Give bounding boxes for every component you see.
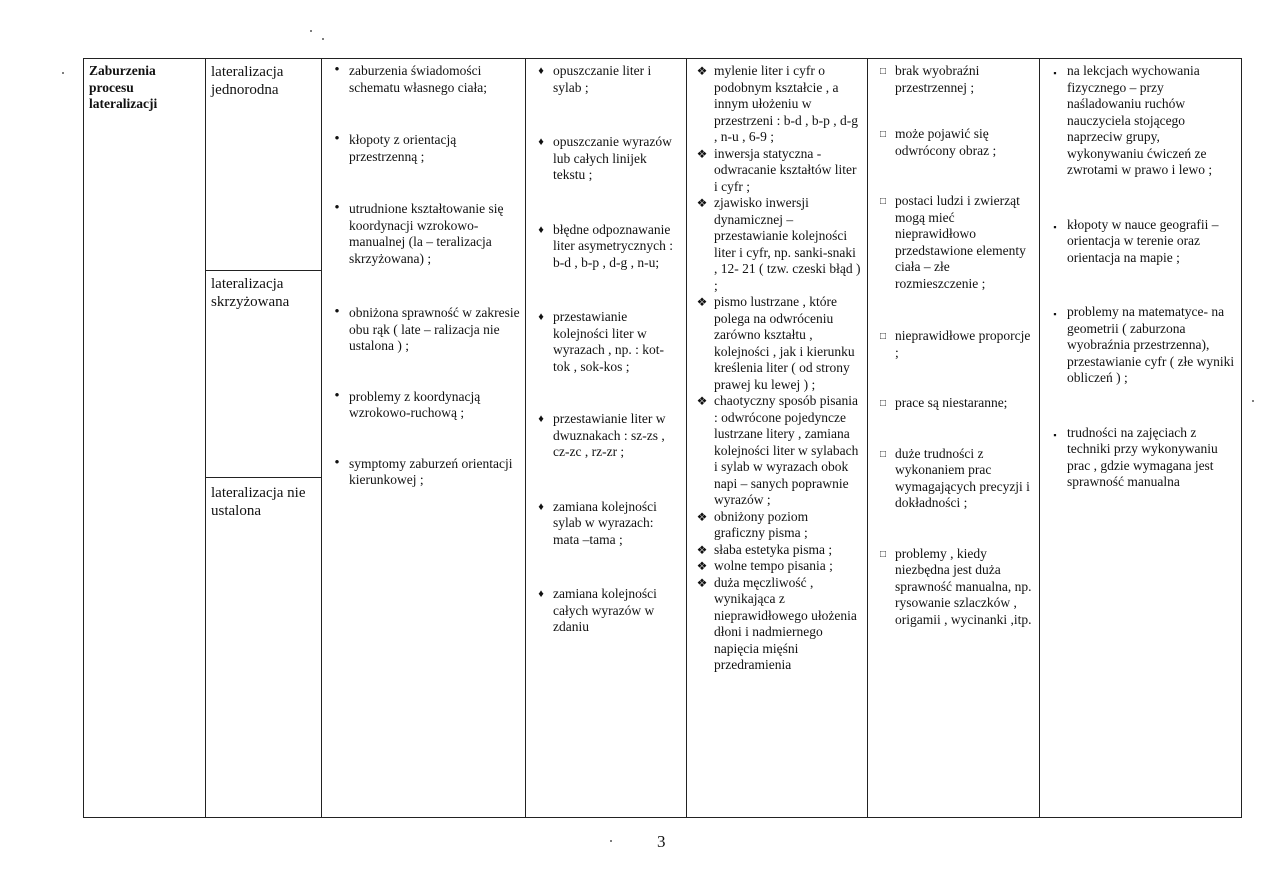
writing-errors-list <box>692 63 862 674</box>
list-item: ❖ obniżony poziom graficzny pisma ; <box>692 509 862 542</box>
scan-speck <box>610 840 612 842</box>
list-item: • symptomy zaburzeń orientacji kierunkowej ; <box>327 456 520 489</box>
scan-speck <box>1252 400 1254 402</box>
list-item: ♦ przestawianie liter w dwuznakach : sz-zs , cz-zc , rz-zr ; <box>531 411 681 461</box>
ornament-bullet-icon: ❖ <box>696 295 708 309</box>
list-item: □ problemy , kiedy niezbędna jest duża sprawność manualna, np. rysowanie szlaczków , origamii , wycinanki ,itp. <box>873 546 1034 629</box>
diamond-bullet-icon: ♦ <box>538 311 544 323</box>
list-item: • problemy z koordynacją wzrokowo-ruchową ; <box>327 389 520 422</box>
small-square-bullet-icon: ▪ <box>1053 68 1057 78</box>
lateralization-type-unestablished: lateralizacja nie ustalona <box>211 485 306 519</box>
small-square-bullet-icon: ▪ <box>1053 429 1057 440</box>
list-item: ♦ opuszczanie liter i sylab ; <box>531 63 681 96</box>
ornament-bullet-icon: ❖ <box>696 146 708 161</box>
ornament-bullet-icon: ❖ <box>696 196 708 210</box>
disorder-heading: Zaburzenia procesu lateralizacji <box>89 63 158 111</box>
drawing-errors-column <box>868 59 1040 818</box>
list-item: □ postaci ludzi i zwierząt mogą mieć nieprawidłowo przedstawione elementy ciała – złe rozmieszczenie ; <box>873 193 1034 292</box>
drawing-errors-list <box>873 63 1034 628</box>
list-item: ❖ inwersja statyczna - odwracanie kształtów liter i cyfr ; <box>692 146 862 196</box>
heading-cell <box>84 59 206 818</box>
list-item: ▪ kłopoty w nauce geografii – orientacja w terenie oraz orientacja na mapie ; <box>1045 217 1236 267</box>
bullet-dot-icon: • <box>334 387 340 404</box>
lateralization-types-cell <box>206 59 322 818</box>
bullet-dot-icon: • <box>334 131 340 147</box>
square-bullet-icon: □ <box>879 331 887 342</box>
scan-speck <box>62 72 64 74</box>
square-bullet-icon: □ <box>879 548 887 560</box>
list-item: □ duże trudności z wykonaniem prac wymagających precyzji i dokładności ; <box>873 446 1034 512</box>
ornament-bullet-icon: ❖ <box>696 394 708 408</box>
ornament-bullet-icon: ❖ <box>696 64 708 78</box>
lateralization-type-crossed: lateralizacja skrzyżowana <box>206 271 321 478</box>
list-item: • utrudnione kształtowanie się koordynacji wzrokowo-manualnej (la – teralizacja skrzyżowana) ; <box>327 201 520 267</box>
list-item: □ nieprawidłowe proporcje ; <box>873 328 1034 361</box>
square-bullet-icon: □ <box>879 66 887 77</box>
ornament-bullet-icon: ❖ <box>696 542 708 557</box>
scan-speck <box>310 30 312 32</box>
list-item: □ prace są niestaranne; <box>873 395 1034 412</box>
ornament-bullet-icon: ❖ <box>696 559 708 573</box>
square-bullet-icon: □ <box>879 448 887 460</box>
table-row <box>84 59 1242 818</box>
list-item: ♦ przestawianie kolejności liter w wyrazach , np. : kot-tok , sok-kos ; <box>531 309 681 375</box>
list-item: ♦ zamiana kolejności całych wyrazów w zdaniu <box>531 586 681 636</box>
reading-errors-list <box>531 63 681 636</box>
diamond-bullet-icon: ♦ <box>538 588 544 600</box>
writing-errors-column <box>687 59 868 818</box>
lateralization-type-homogeneous: lateralizacja jednorodna <box>206 59 321 271</box>
bullet-dot-icon: • <box>334 304 340 320</box>
reading-errors-column <box>526 59 687 818</box>
page-number: 3 <box>657 832 666 851</box>
list-item: ❖ chaotyczny sposób pisania : odwrócone pojedyncze lustrzane litery , zamiana kolejności liter w sylabach i sylab w wyrazach obok napi – sanych poprawnie wyrazów ; <box>692 393 862 509</box>
ornament-bullet-icon: ❖ <box>696 575 708 590</box>
list-item: ♦ opuszczanie wyrazów lub całych linijek tekstu ; <box>531 134 681 184</box>
list-item: ❖ mylenie liter i cyfr o podobnym kształcie , a innym ułożeniu w przestrzeni : b-d , b-p , d-g , n-u , 6-9 ; <box>692 63 862 146</box>
diamond-bullet-icon: ♦ <box>538 413 544 425</box>
symptoms-column <box>322 59 526 818</box>
bullet-dot-icon: • <box>334 62 340 78</box>
school-difficulties-column <box>1040 59 1242 818</box>
list-item: ❖ zjawisko inwersji dynamicznej – przestawianie kolejności liter i cyfr, np. sanki-snaki , 12- 21 ( tzw. czeski błąd ) ; <box>692 195 862 294</box>
list-item: ♦ błędne odpoznawanie liter asymetrycznych : b-d , b-p , d-g , n-u; <box>531 222 681 272</box>
school-difficulties-list <box>1045 63 1236 491</box>
list-item: ❖ pismo lustrzane , które polega na odwróceniu zarówno kształtu , kolejności , jak i kierunku kreślenia liter ( od strony prawej ku lewej ) ; <box>692 294 862 393</box>
list-item: □ brak wyobraźni przestrzennej ; <box>873 63 1034 96</box>
list-item: ❖ słaba estetyka pisma ; <box>692 542 862 559</box>
bullet-dot-icon: • <box>334 200 340 216</box>
ornament-bullet-icon: ❖ <box>696 509 708 524</box>
diamond-bullet-icon: ♦ <box>538 223 544 236</box>
list-item: ▪ na lekcjach wychowania fizycznego – przy naśladowaniu ruchów nauczyciela stojącego naprzeciw grupy, wykonywaniu ćwiczeń ze zwrotami w prawo i lewo ; <box>1045 63 1236 179</box>
list-item: • zaburzenia świadomości schematu własnego ciała; <box>327 63 520 96</box>
symptoms-list <box>327 63 520 489</box>
list-item: ❖ wolne tempo pisania ; <box>692 558 862 575</box>
small-square-bullet-icon: ▪ <box>1053 221 1057 232</box>
list-item: □ może pojawić się odwrócony obraz ; <box>873 126 1034 159</box>
diamond-bullet-icon: ♦ <box>538 136 544 148</box>
list-item: ▪ trudności na zajęciach z techniki przy wykonywaniu prac , gdzie wymagana jest sprawność manualna <box>1045 425 1236 491</box>
square-bullet-icon: □ <box>879 398 887 409</box>
lateralization-table <box>83 58 1242 818</box>
scan-speck <box>322 38 324 40</box>
list-item: ♦ zamiana kolejności sylab w wyrazach: mata –tama ; <box>531 499 681 549</box>
diamond-bullet-icon: ♦ <box>538 65 544 77</box>
square-bullet-icon: □ <box>879 129 887 140</box>
diamond-bullet-icon: ♦ <box>538 500 544 513</box>
small-square-bullet-icon: ▪ <box>1053 309 1057 319</box>
list-item: ▪ problemy na matematyce- na geometrii ( zaburzona wyobraźnia przestrzenna), przestawianie cyfr ( złe wyniki obliczeń ) ; <box>1045 304 1236 387</box>
list-item: • obniżona sprawność w zakresie obu rąk ( late – ralizacja nie ustalona ) ; <box>327 305 520 355</box>
list-item: • kłopoty z orientacją przestrzenną ; <box>327 132 520 165</box>
bullet-dot-icon: • <box>334 454 340 471</box>
list-item: ❖ duża męczliwość , wynikająca z nieprawidłowego ułożenia dłoni i nadmiernego napięcia mięśni przedramienia <box>692 575 862 674</box>
square-bullet-icon: □ <box>879 196 887 207</box>
